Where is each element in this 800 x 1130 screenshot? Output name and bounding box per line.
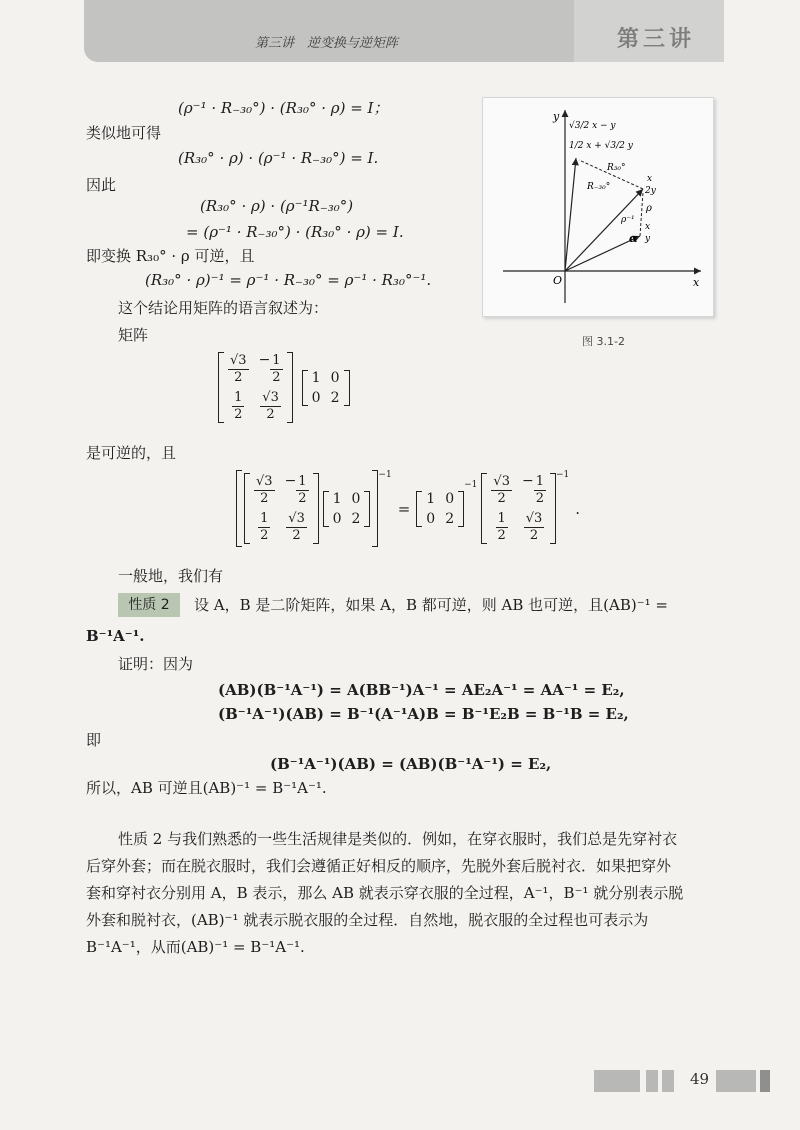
x-axis-label: x	[693, 276, 700, 289]
r30-label: R₃₀°	[607, 163, 626, 173]
footer-block	[716, 1070, 756, 1092]
top-vector-line2: 1/2 x + √3/2 y	[569, 141, 633, 151]
paragraph-line-4: 外套和脱衬衣，(AB)⁻¹ 就表示脱衣服的全过程．自然地，脱衣服的全过程也可表示为	[86, 911, 649, 929]
text-is-invertible: 是可逆的，且	[86, 444, 177, 462]
paragraph-line-3: 套和穿衬衣分别用 A，B 表示，那么 AB 就表示穿衣服的全过程，A⁻¹，B⁻¹ 就分别表示脱	[86, 884, 684, 902]
equation-2: (R₃₀° · ρ) · (ρ⁻¹ · R₋₃₀°) = I.	[178, 149, 379, 167]
footer-block	[646, 1070, 658, 1092]
vector-rotated	[565, 158, 576, 271]
alpha-label: α	[629, 232, 638, 245]
footer-block	[662, 1070, 674, 1092]
proof-equation-3: (B⁻¹A⁻¹)(AB) = (AB)(B⁻¹A⁻¹) = E₂,	[270, 755, 552, 773]
vector-x-label: x	[645, 222, 651, 232]
chapter-title: 第三讲 逆变换与逆矩阵	[255, 36, 399, 51]
equation-3a: (R₃₀° · ρ) · (ρ⁻¹R₋₃₀°)	[200, 197, 354, 215]
figure-caption: 图 3.1-2	[582, 335, 625, 348]
vector-rho	[565, 189, 643, 271]
header-title-bar	[84, 0, 574, 62]
text-proof-intro: 证明：因为	[118, 655, 194, 673]
text-conclusion: 所以，AB 可逆且(AB)⁻¹ = B⁻¹A⁻¹.	[86, 779, 327, 797]
origin-label: O	[553, 274, 563, 287]
property-statement-end: B⁻¹A⁻¹.	[86, 627, 145, 645]
proof-equation-1: (AB)(B⁻¹A⁻¹) = A(BB⁻¹)A⁻¹ = AE₂A⁻¹ = AA⁻¹ = E₂,	[218, 681, 625, 699]
rho-label: ρ	[646, 203, 652, 214]
text-matrix-lang: 这个结论用矩阵的语言叙述为：	[118, 299, 329, 317]
equation-3b: = (ρ⁻¹ · R₋₃₀°) · (R₃₀° · ρ) = I.	[186, 223, 404, 241]
text-similar: 类似地可得	[86, 124, 162, 142]
transform-diagram	[483, 98, 713, 316]
rho-path	[640, 192, 643, 236]
y-axis-label: y	[553, 110, 560, 123]
text-general: 一般地，我们有	[118, 567, 224, 585]
proof-equation-2: (B⁻¹A⁻¹)(AB) = B⁻¹(A⁻¹A)B = B⁻¹E₂B = B⁻¹B = E₂,	[218, 705, 629, 723]
property-badge: 性质 2	[118, 593, 180, 617]
lecture-label: 第三讲	[617, 27, 696, 52]
top-vector-line1: √3/2 x − y	[569, 121, 616, 131]
text-therefore: 因此	[86, 176, 117, 194]
equation-4: (R₃₀° · ρ)⁻¹ = ρ⁻¹ · R₋₃₀° = ρ⁻¹ · R₃₀°⁻¹.	[145, 271, 432, 289]
figure-frame	[482, 97, 714, 317]
rm30-label: R₋₃₀°	[587, 182, 611, 192]
page-number: 49	[690, 1070, 710, 1088]
rotation-matrix: $\frac{√3}{2}$ − $\frac{1}{2}$ $\frac{1}{2}$ $\frac{√3}{2}$	[218, 352, 293, 423]
shear-matrix: 1 0 0 2	[302, 370, 350, 406]
matrix-product-1	[218, 352, 350, 423]
vector-y-label: y	[645, 234, 651, 244]
mid-x-label: x	[647, 174, 653, 184]
rho-inverse-label: ρ⁻¹	[621, 215, 635, 225]
paragraph-line-1: 性质 2 与我们熟悉的一些生活规律是类似的．例如，在穿衣服时，我们总是先穿衬衣	[118, 830, 678, 848]
inverse-matrix-equation: $\frac{√3}{2}$ − $\frac{1}{2}$ $\frac{1}{2}$ $\frac{√3}{2}$ 1 0 0 2 $^{-1}$ = 1 0 0 2 −1 $\frac{√3}{2}$ − $\frac{1}{2}$ $\frac{1}{2}$ $\frac{√3}{2}$ $^{-1}$ .	[236, 470, 580, 547]
paragraph-line-2: 后穿外套；而在脱衣服时，我们会遵循正好相反的顺序，先脱外套后脱衬衣．如果把穿外	[86, 857, 672, 875]
text-ji: 即	[86, 731, 102, 749]
paragraph-line-5: B⁻¹A⁻¹，从而(AB)⁻¹ = B⁻¹A⁻¹.	[86, 938, 305, 956]
property-statement: 设 A，B 是二阶矩阵，如果 A，B 都可逆，则 AB 也可逆，且(AB)⁻¹ =	[194, 596, 669, 614]
mid-2y-label: 2y	[645, 186, 656, 196]
text-matrix: 矩阵	[118, 326, 149, 344]
equation-1: (ρ⁻¹ · R₋₃₀°) · (R₃₀° · ρ) = I；	[178, 99, 389, 117]
text-invertible: 即变换 R₃₀° · ρ 可逆，且	[86, 247, 255, 265]
footer-block	[760, 1070, 770, 1092]
footer-block	[594, 1070, 640, 1092]
